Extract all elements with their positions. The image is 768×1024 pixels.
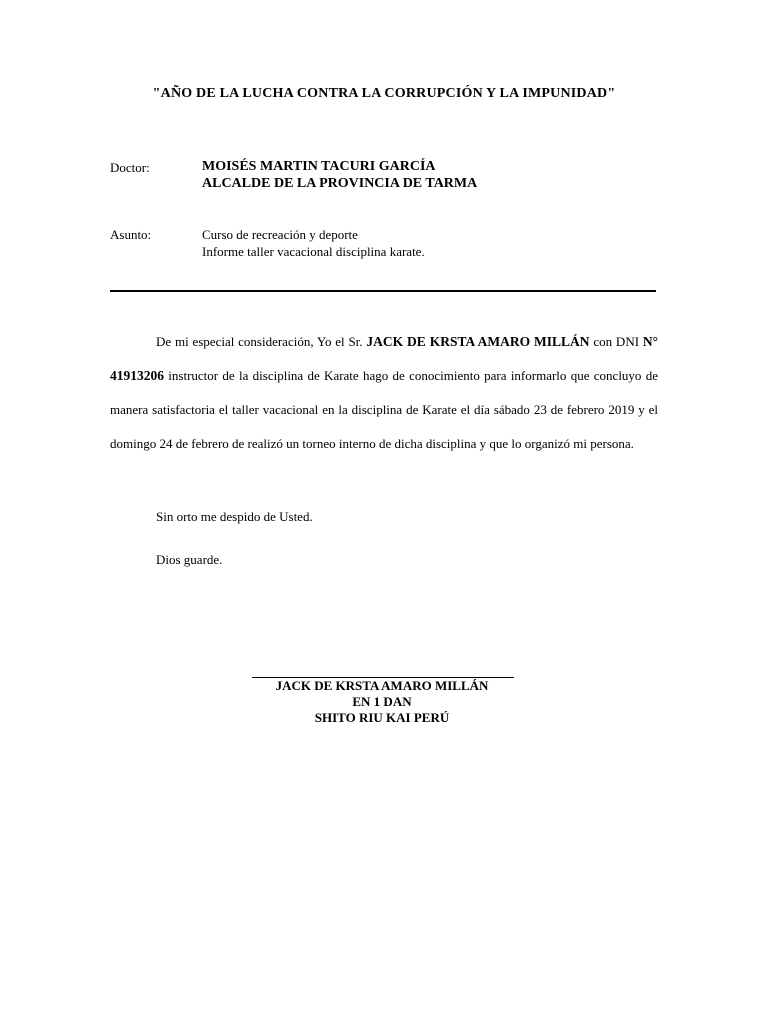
subject-label: Asunto: [110, 227, 152, 242]
subject-block [202, 226, 425, 260]
subject-line-2: Informe taller vacacional disciplina karate. [202, 244, 425, 259]
header-divider [110, 290, 656, 292]
farewell-line: Sin orto me despido de Usted. [156, 509, 313, 524]
addressee-block [202, 158, 477, 192]
year-motto: "AÑO DE LA LUCHA CONTRA LA CORRUPCIÓN Y LA IMPUNIDAD" [152, 86, 616, 101]
signature-name: JACK DE KRSTA AMARO MILLÁN [275, 678, 489, 693]
addressee-name: MOISÉS MARTIN TACURI GARCÍA [202, 159, 436, 174]
blessing-line: Dios guarde. [156, 552, 223, 567]
body-text: instructor de la disciplina de Karate hago de conocimiento para informarlo que concluyo de manera satisfactoria el taller vacacional en la disciplina de Karate el día sábado 23 de febrero 2019 y el domingo 24 de febrero de realizó un torneo interno de dicha disciplina y que lo organizó mi persona. [110, 368, 658, 451]
dni-prefix: con DNI [589, 334, 643, 349]
body-paragraph [110, 325, 658, 461]
dni-number: N° 41913206 [110, 334, 658, 383]
signature-organization: SHITO RIU KAI PERÚ [314, 710, 450, 725]
signature-rank: EN 1 DAN [352, 694, 412, 709]
body-intro: De mi especial consideración, Yo el Sr. [156, 334, 367, 349]
sender-name: JACK DE KRSTA AMARO MILLÁN [366, 334, 590, 349]
addressee-label: Doctor: [110, 160, 150, 175]
signature-block [232, 678, 532, 726]
subject-line-1: Curso de recreación y deporte [202, 227, 358, 242]
addressee-position: ALCALDE DE LA PROVINCIA DE TARMA [202, 176, 478, 191]
